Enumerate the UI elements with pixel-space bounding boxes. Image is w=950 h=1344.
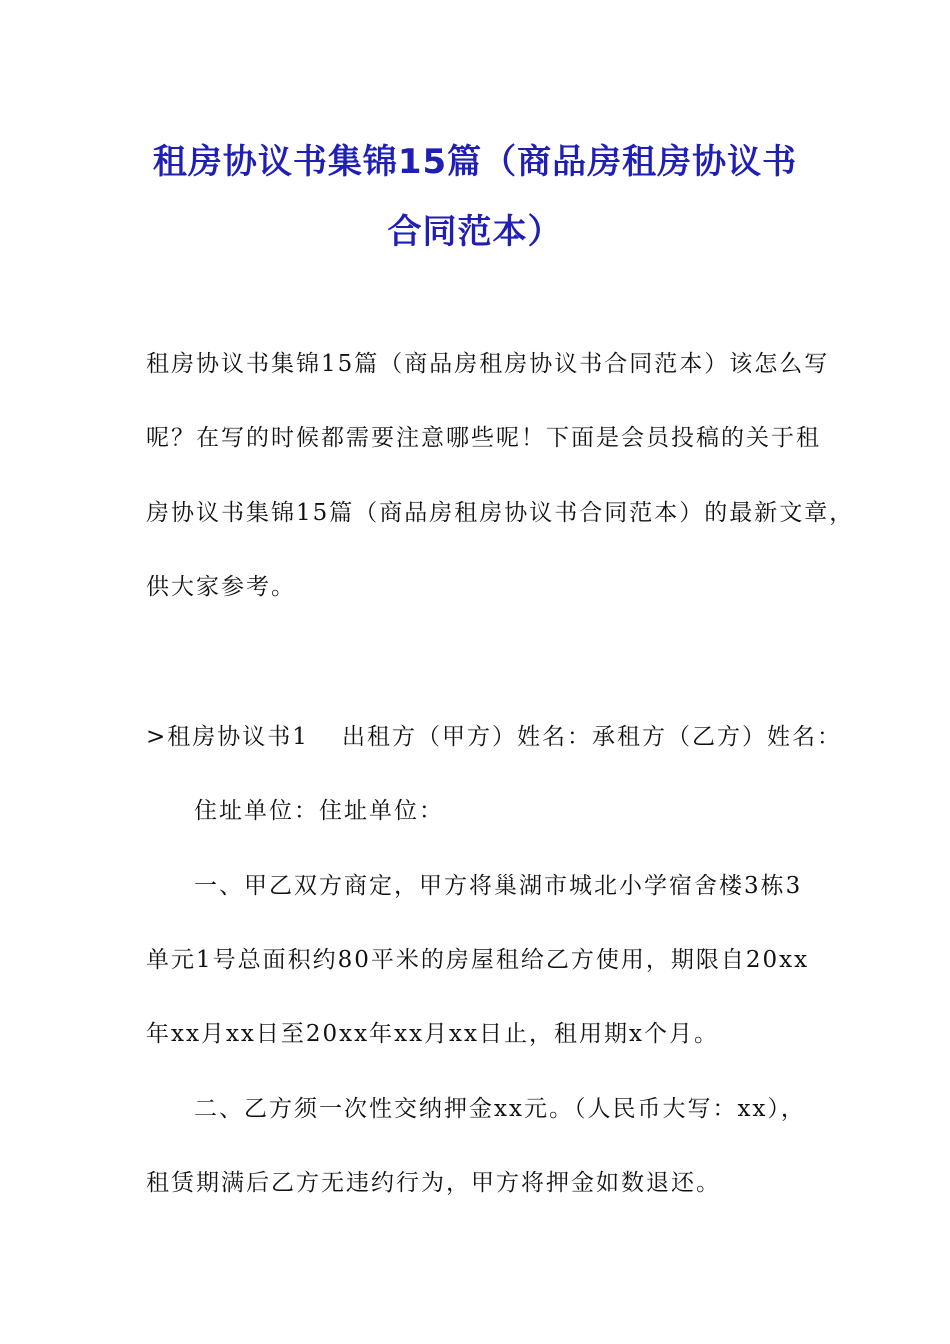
section-parties: 出租方（甲方）姓名：承租方（乙方）姓名：: [342, 724, 842, 750]
address-line: 住址单位：住址单位：: [194, 798, 444, 824]
intro-line-2: 呢？在写的时候都需要注意哪些呢！下面是会员投稿的关于租: [146, 425, 821, 451]
clause-1-line-1: 一、甲乙双方商定，甲方将巢湖市城北小学宿舍楼3栋3: [194, 873, 803, 899]
intro-line-1: 租房协议书集锦15篇（商品房租房协议书合同范本）该怎么写: [146, 351, 830, 377]
intro-line-3: 房协议书集锦15篇（商品房租房协议书合同范本）的最新文章，: [146, 500, 855, 526]
section-line: [146, 718, 846, 751]
intro-line-4: 供大家参考。: [146, 574, 296, 600]
section-heading: >租房协议书1: [146, 724, 309, 750]
document-title-line-1: 租房协议书集锦15篇（商品房租房协议书: [152, 142, 798, 182]
clause-2-line-2: 租赁期满后乙方无违约行为，甲方将押金如数退还。: [146, 1170, 721, 1196]
clause-2-line-1: 二、乙方须一次性交纳押金xx元。（人民币大写：xx），: [194, 1096, 806, 1122]
document-title-line-2: 合同范本）: [387, 212, 563, 252]
clause-1-line-3: 年xx月xx日至20xx年xx月xx日止，租用期x个月。: [146, 1021, 719, 1047]
clause-1-line-2: 单元1号总面积约80平米的房屋租给乙方使用，期限自20xx: [146, 947, 810, 973]
